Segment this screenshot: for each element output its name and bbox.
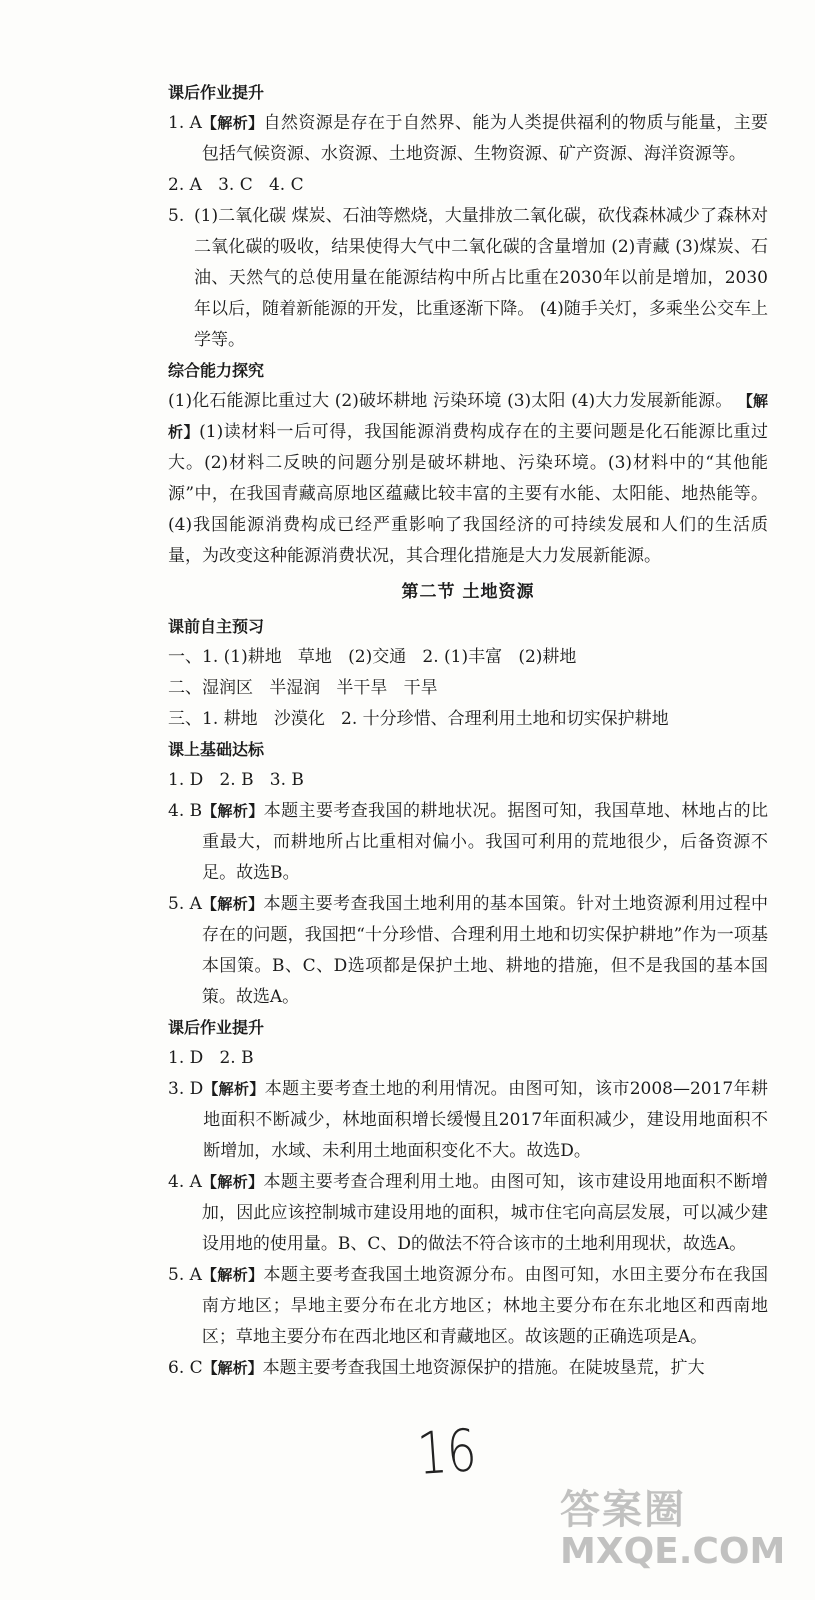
answer-body: 本题主要考查合理利用土地。由图可知，该市建设用地面积不断增加，因此应该控制城市建设用地的面积，城市住宅向高层发展，可以减少建设用地的使用量。B、C、D的做法不符合该市的土地利用现状，故选A。 bbox=[201, 1172, 768, 1254]
answer-text bbox=[202, 108, 768, 170]
analysis-tag: 【解析】 bbox=[202, 1359, 263, 1377]
section-heading: 综合能力探究 bbox=[168, 361, 265, 380]
answer-body: 本题主要考查我国土地利用的基本国策。针对土地资源利用过程中存在的问题，我国把“十分珍惜、合理利用土地和切实保护耕地”作为一项基本国策。B、C、D选项都是保护土地、耕地的措施，但不是我国的基本国策。故选A。 bbox=[201, 894, 768, 1007]
answer-number: 5. bbox=[168, 206, 185, 226]
answer-line: 一、1. (1)耕地 草地 (2)交通 2. (1)丰富 (2)耕地 bbox=[168, 647, 577, 667]
watermark-logo bbox=[560, 1478, 810, 1596]
answer-number: 5. A bbox=[168, 1265, 202, 1285]
answer-number: 4. A bbox=[168, 1172, 202, 1192]
analysis-tag: 【解析】 bbox=[168, 392, 768, 441]
watermark-cn: 答案圈 bbox=[560, 1487, 686, 1533]
section-heading: 课后作业提升 bbox=[168, 83, 265, 102]
answer-line: 二、湿润区 半湿润 半干旱 干旱 bbox=[168, 678, 438, 698]
answer-line: 三、1. 耕地 沙漠化 2. 十分珍惜、合理利用土地和切实保护耕地 bbox=[168, 709, 669, 729]
answer-number: 4. B bbox=[168, 801, 203, 821]
answer-item bbox=[168, 796, 768, 889]
analysis-tag: 【解析】 bbox=[201, 1266, 264, 1284]
answer-line: 1. D 2. B 3. B bbox=[168, 770, 304, 790]
section-heading: 课前自主预习 bbox=[168, 617, 265, 636]
answer-item bbox=[168, 1167, 768, 1260]
chapter-title: 第二节 土地资源 bbox=[401, 582, 535, 602]
answer-text bbox=[202, 796, 768, 889]
answer-text bbox=[203, 1353, 768, 1384]
analysis-tag: 【解析】 bbox=[201, 114, 264, 132]
answer-body: (1)读材料一后可得，我国能源消费构成存在的主要问题是化石能源比重过大。(2)材料二反映的问题分别是破坏耕地、污染环境。(3)材料中的“其他能源”中，在我国青藏高原地区蕴藏比较丰富的主要有水能、太阳能、地热能等。(4)我国能源消费构成已经严重影响了我国经济的可持续发展和人们的生活质量，为改变这种能源消费状况，其合理化措施是大力发展新能源。 bbox=[168, 422, 768, 566]
answer-line: 1. D 2. B bbox=[168, 1048, 254, 1068]
answer-text bbox=[203, 1074, 768, 1167]
answer-item bbox=[168, 1074, 768, 1167]
answer-text bbox=[202, 889, 768, 1013]
analysis-tag: 【解析】 bbox=[201, 1173, 264, 1191]
section-heading: 课后作业提升 bbox=[168, 1018, 265, 1037]
answer-item bbox=[168, 201, 768, 356]
answer-body: 自然资源是存在于自然界、能为人类提供福利的物质与能量，主要包括气候资源、水资源、土地资源、生物资源、矿产资源、海洋资源等。 bbox=[201, 113, 768, 164]
answer-item bbox=[168, 1260, 768, 1353]
answer-number: 3. D bbox=[168, 1079, 204, 1099]
answer-number: 1. A bbox=[168, 113, 202, 133]
answer-number: 5. A bbox=[168, 894, 202, 914]
answer-item bbox=[168, 889, 768, 1013]
answer-paragraph bbox=[168, 386, 768, 572]
answer-text bbox=[202, 1260, 768, 1353]
answer-text bbox=[202, 1167, 768, 1260]
watermark-en: MXQE.COM bbox=[560, 1531, 786, 1572]
answer-body: 本题主要考查我国土地资源分布。由图可知，水田主要分布在我国南方地区；旱地主要分布在北方地区；林地主要分布在东北地区和西南地区；草地主要分布在西北地区和青藏地区。故该题的正确选项是A。 bbox=[201, 1265, 768, 1347]
analysis-tag: 【解析】 bbox=[201, 895, 264, 913]
answer-number: 6. C bbox=[168, 1358, 203, 1378]
answer-body: 本题主要考查我国土地资源保护的措施。在陡坡垦荒，扩大 bbox=[262, 1358, 705, 1378]
section-heading: 课上基础达标 bbox=[168, 740, 265, 759]
analysis-tag: 【解析】 bbox=[202, 802, 264, 820]
answer-body: 本题主要考查我国的耕地状况。据图可知，我国草地、林地占的比重最大，而耕地所占比重相对偏小。我国可利用的荒地很少，后备资源不足。故选B。 bbox=[202, 801, 768, 883]
answer-page bbox=[168, 78, 768, 1384]
answer-body: 本题主要考查土地的利用情况。由图可知，该市2008—2017年耕地面积不断减少，林地面积增长缓慢且2017年面积减少，建设用地面积不断增加，水域、未利用土地面积变化不大。故选D。 bbox=[203, 1079, 768, 1161]
answer-lead: (1)化石能源比重过大 (2)破坏耕地 污染环境 (3)太阳 (4)大力发展新能源。 bbox=[168, 391, 738, 411]
analysis-tag: 【解析】 bbox=[203, 1080, 265, 1098]
answer-item bbox=[168, 108, 768, 170]
answer-body: (1)二氧化碳 煤炭、石油等燃烧，大量排放二氧化碳，砍伐森林减少了森林对二氧化碳的吸收，结果使得大气中二氧化碳的含量增加 (2)青藏 (3)煤炭、石油、天然气的总使用量在能源结构中所占比重在2030年以前是增加，2030年以后，随着新能源的开发，比重逐渐下降。 (4)随手关灯，多乘坐公交车上学等。 bbox=[194, 206, 768, 350]
answer-text bbox=[194, 201, 768, 356]
answer-line: 2. A 3. C 4. C bbox=[168, 175, 304, 195]
handwritten-page-number: 16 bbox=[415, 1416, 479, 1488]
answer-item bbox=[168, 1353, 768, 1384]
